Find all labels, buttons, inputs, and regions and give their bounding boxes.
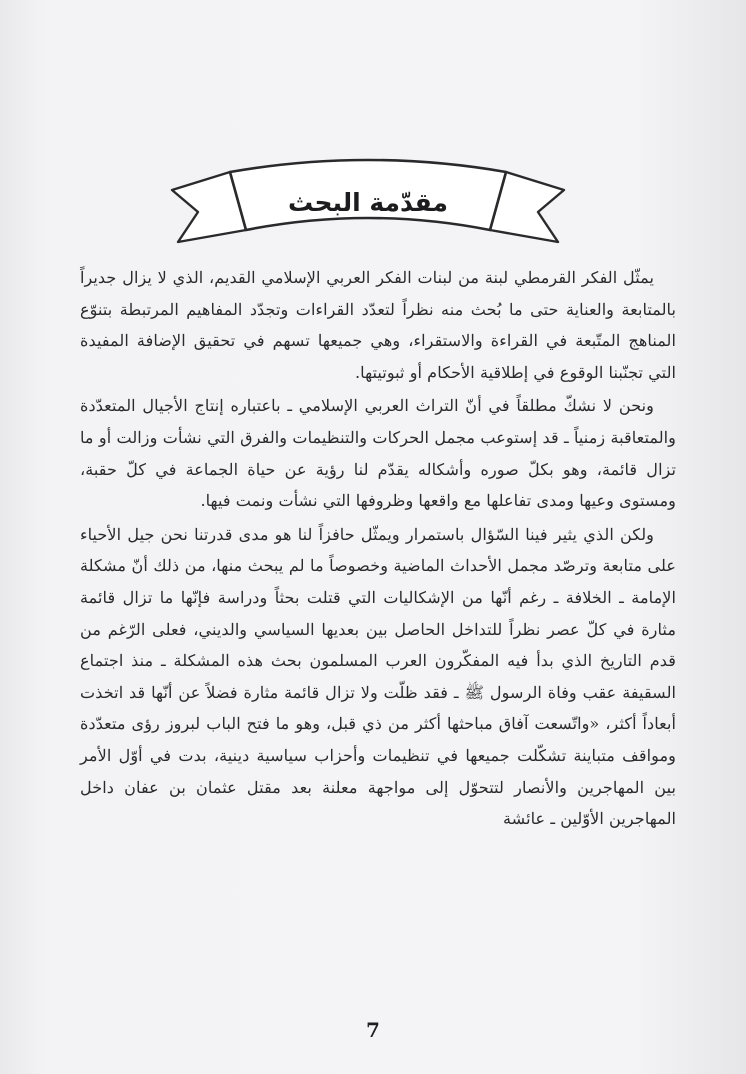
- paragraph-2: ونحن لا نشكّ مطلقاً في أنّ التراث العربي الإسلامي ـ باعتباره إنتاج الأجيال المتعدّدة والمتعاقبة زمنياً ـ قد إستوعب مجمل الحركات والتنظيمات والفرق التي نشأت وزالت أو ما تزال قائمة، وهو بكلّ صوره وأشكاله يقدّم لنا رؤية عن حياة الجماعة في كلّ حقبة، ومستوى وعيها ومدى تفاعلها مع واقعها وظروفها التي نشأت ونمت فيها.: [80, 396, 676, 511]
- page-heading: مقدّمة البحث: [288, 188, 448, 217]
- heading-banner: [168, 150, 568, 260]
- paragraph-1: يمثّل الفكر القرمطي لبنة من لبنات الفكر العربي الإسلامي القديم، الذي لا يزال جديراً بالمتابعة والعناية حتى ما بُحث منه نظراً لتعدّد القراءات وتجدّد المفاهيم المرتبطة بتنوّع المناهج المتّبعة في القراءة والاستقراء، وهي جميعها تسهم في تحقيق الإضافة المفيدة التي تجنّبنا الوقوع في إطلاقية الأحكام أو ثبوتيتها.: [80, 268, 676, 382]
- paragraph-3: ولكن الذي يثير فينا السّؤال باستمرار ويمثّل حافزاً لنا هو مدى قدرتنا نحن جيل الأحياء على متابعة وترصّد مجمل الأحداث الماضية وخصوصاً ما لم يبحث منها، من ذلك أنّ مشكلة الإمامة ـ الخلافة ـ رغم أنّها من الإشكاليات التي قتلت بحثاً ودراسة فإنّها ما تزال قائمة مثارة في كلّ عصر نظراً للتداخل الحاصل بين بعديها السياسي والديني، فعلى الرّغم من قدم التاريخ الذي بدأ فيه المفكّرون العرب المسلمون بحث هذه المشكلة ـ منذ اجتماع السقيفة عقب وفاة الرسول ﷺ ـ فقد ظلّت ولا تزال قائمة مثارة فضلاً عن أنّها قد اتخذت أبعاداً أكثر، «واتّسعت آفاق مباحثها أكثر من ذي قبل، وهو ما فتح الباب لبروز رؤى متعدّدة ومواقف متباينة تشكّلت جميعها في تنظيمات وأحزاب سياسية دينية، بدت في أوّل الأمر بين المهاجرين والأنصار لتتحوّل إلى مواجهة معلنة بعد مقتل عثمان بن عفان داخل المهاجرين الأوّلين ـ عائشة: [80, 524, 676, 829]
- body-text: [80, 262, 676, 837]
- page-number: 7: [366, 1018, 380, 1042]
